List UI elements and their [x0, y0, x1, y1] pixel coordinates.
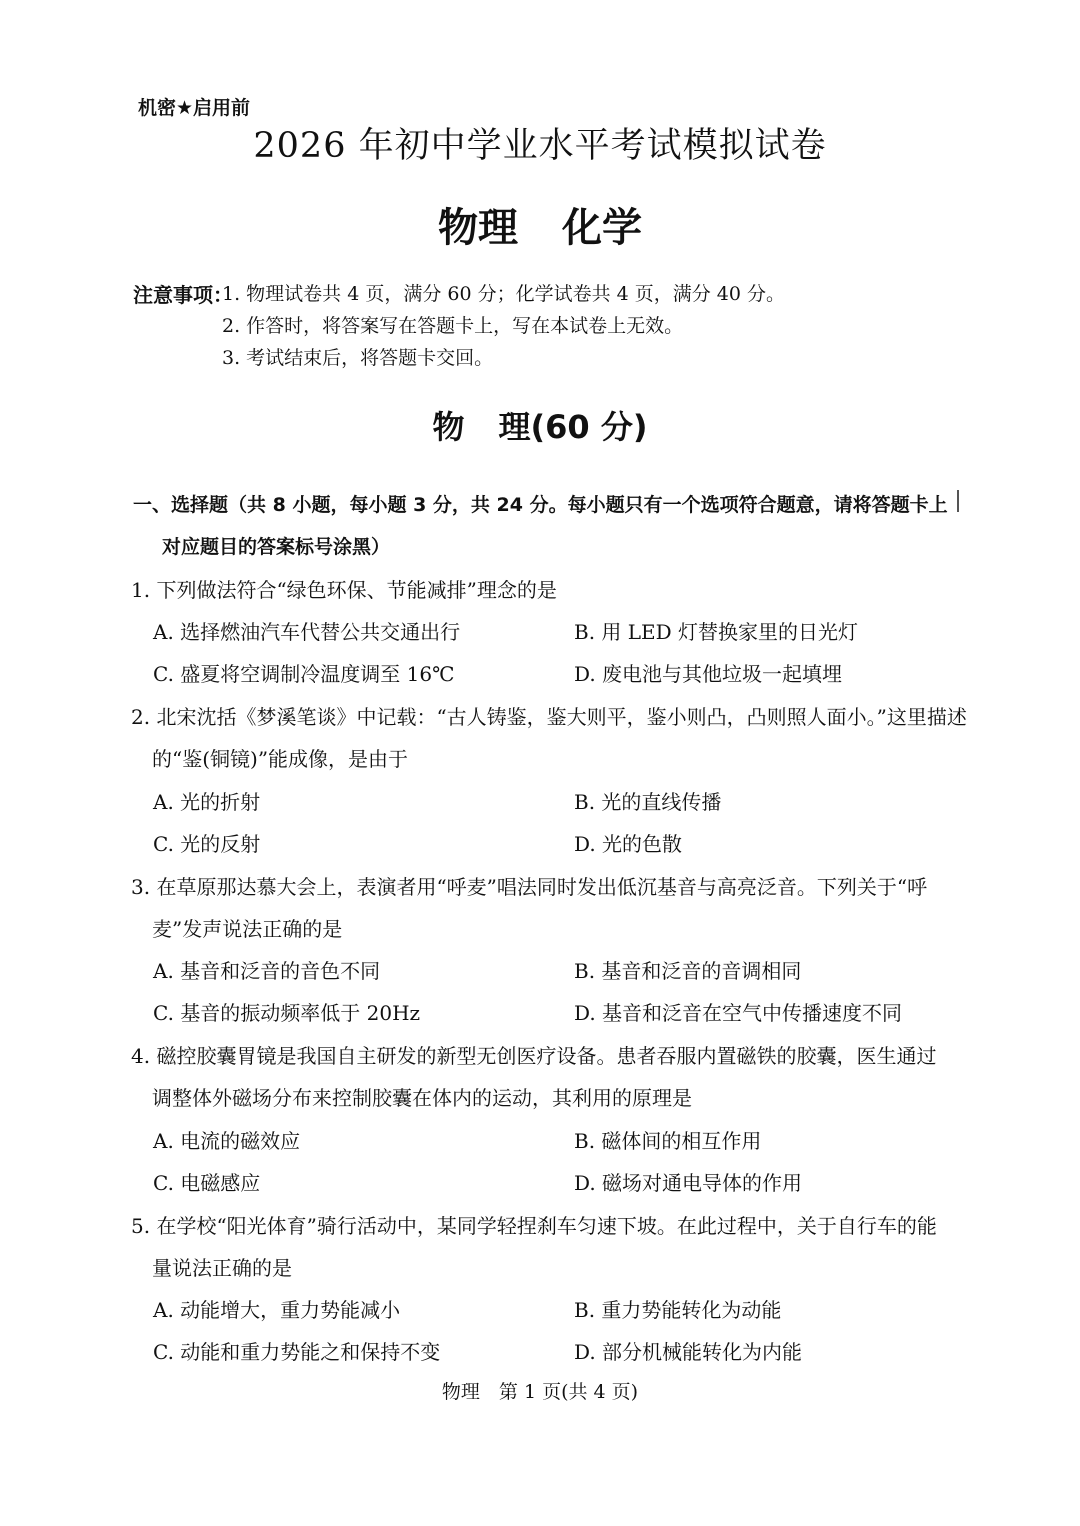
exam-title: 2026 年初中学业水平考试模拟试卷 — [253, 126, 827, 166]
subject-heading — [0, 196, 1080, 253]
option-d: D. 部分机械能转化为内能 — [574, 1340, 803, 1364]
note-item: 1. 物理试卷共 4 页，满分 60 分；化学试卷共 4 页，满分 40 分。 — [222, 283, 786, 305]
option-b: B. 用 LED 灯替换家里的日光灯 — [574, 620, 859, 644]
option-a: A. 选择燃油汽车代替公共交通出行 — [153, 620, 461, 644]
page-footer: 物理 第 1 页(共 4 页) — [441, 1381, 639, 1403]
option-a: A. 光的折射 — [153, 790, 261, 814]
question-stem: 5. 在学校“阳光体育”骑行活动中，某同学轻捏刹车匀速下坡。在此过程中，关于自行车的能 — [131, 1214, 937, 1238]
note-item: 3. 考试结束后，将答题卡交回。 — [222, 347, 494, 369]
section-instructions: 一、选择题（共 8 小题，每小题 3 分，共 24 分。每小题只有一个选项符合题意，请将答题卡上 — [133, 494, 948, 516]
notes-label: 注意事项： — [133, 283, 233, 307]
option-c: C. 基音的振动频率低于 20Hz — [153, 1001, 421, 1025]
question-stem-cont: 调整体外磁场分布来控制胶囊在体内的运动，其利用的原理是 — [152, 1086, 692, 1110]
physics-heading-part2: 理(60 分) — [498, 408, 648, 446]
option-c: C. 光的反射 — [153, 832, 261, 856]
option-b: B. 基音和泛音的音调相同 — [574, 959, 802, 983]
option-b: B. 重力势能转化为动能 — [574, 1298, 782, 1322]
option-b: B. 光的直线传播 — [574, 790, 722, 814]
option-a: A. 基音和泛音的音色不同 — [153, 959, 381, 983]
option-d: D. 废电池与其他垃圾一起填埋 — [574, 662, 843, 686]
option-c: C. 盛夏将空调制冷温度调至 16℃ — [153, 662, 455, 686]
section-instructions-cont: 对应题目的答案标号涂黑） — [162, 536, 391, 558]
option-c: C. 电磁感应 — [153, 1171, 261, 1195]
note-item: 2. 作答时，将答案写在答题卡上，写在本试卷上无效。 — [222, 315, 684, 337]
subject-chemistry: 化学 — [562, 205, 642, 251]
option-b: B. 磁体间的相互作用 — [574, 1129, 762, 1153]
physics-heading-part1: 物 — [432, 408, 465, 446]
option-c: C. 动能和重力势能之和保持不变 — [153, 1340, 441, 1364]
option-d: D. 光的色散 — [574, 832, 683, 856]
subject-physics: 物理 — [438, 205, 518, 251]
question-stem: 3. 在草原那达慕大会上，表演者用“呼麦”唱法同时发出低沉基音与高亮泛音。下列关于“呼 — [131, 875, 928, 899]
question-stem-cont: 量说法正确的是 — [152, 1256, 292, 1280]
question-stem: 1. 下列做法符合“绿色环保、节能减排”理念的是 — [131, 578, 557, 602]
question-stem-cont: 麦”发声说法正确的是 — [152, 917, 343, 941]
confidential-mark: 机密★启用前 — [138, 97, 251, 119]
option-a: A. 动能增大，重力势能减小 — [153, 1298, 401, 1322]
option-a: A. 电流的磁效应 — [153, 1129, 301, 1153]
question-stem: 4. 磁控胶囊胃镜是我国自主研发的新型无创医疗设备。患者吞服内置磁铁的胶囊，医生通过 — [131, 1044, 937, 1068]
question-stem-cont: 的“鉴(铜镜)”能成像，是由于 — [152, 747, 409, 771]
option-d: D. 基音和泛音在空气中传播速度不同 — [574, 1001, 903, 1025]
option-d: D. 磁场对通电导体的作用 — [574, 1171, 803, 1195]
question-stem: 2. 北宋沈括《梦溪笔谈》中记载：“古人铸鉴，鉴大则平，鉴小则凸，凸则照人面小。”这里描述 — [131, 705, 967, 729]
scan-edge-mark — [957, 490, 959, 512]
physics-section-heading — [0, 402, 1080, 448]
